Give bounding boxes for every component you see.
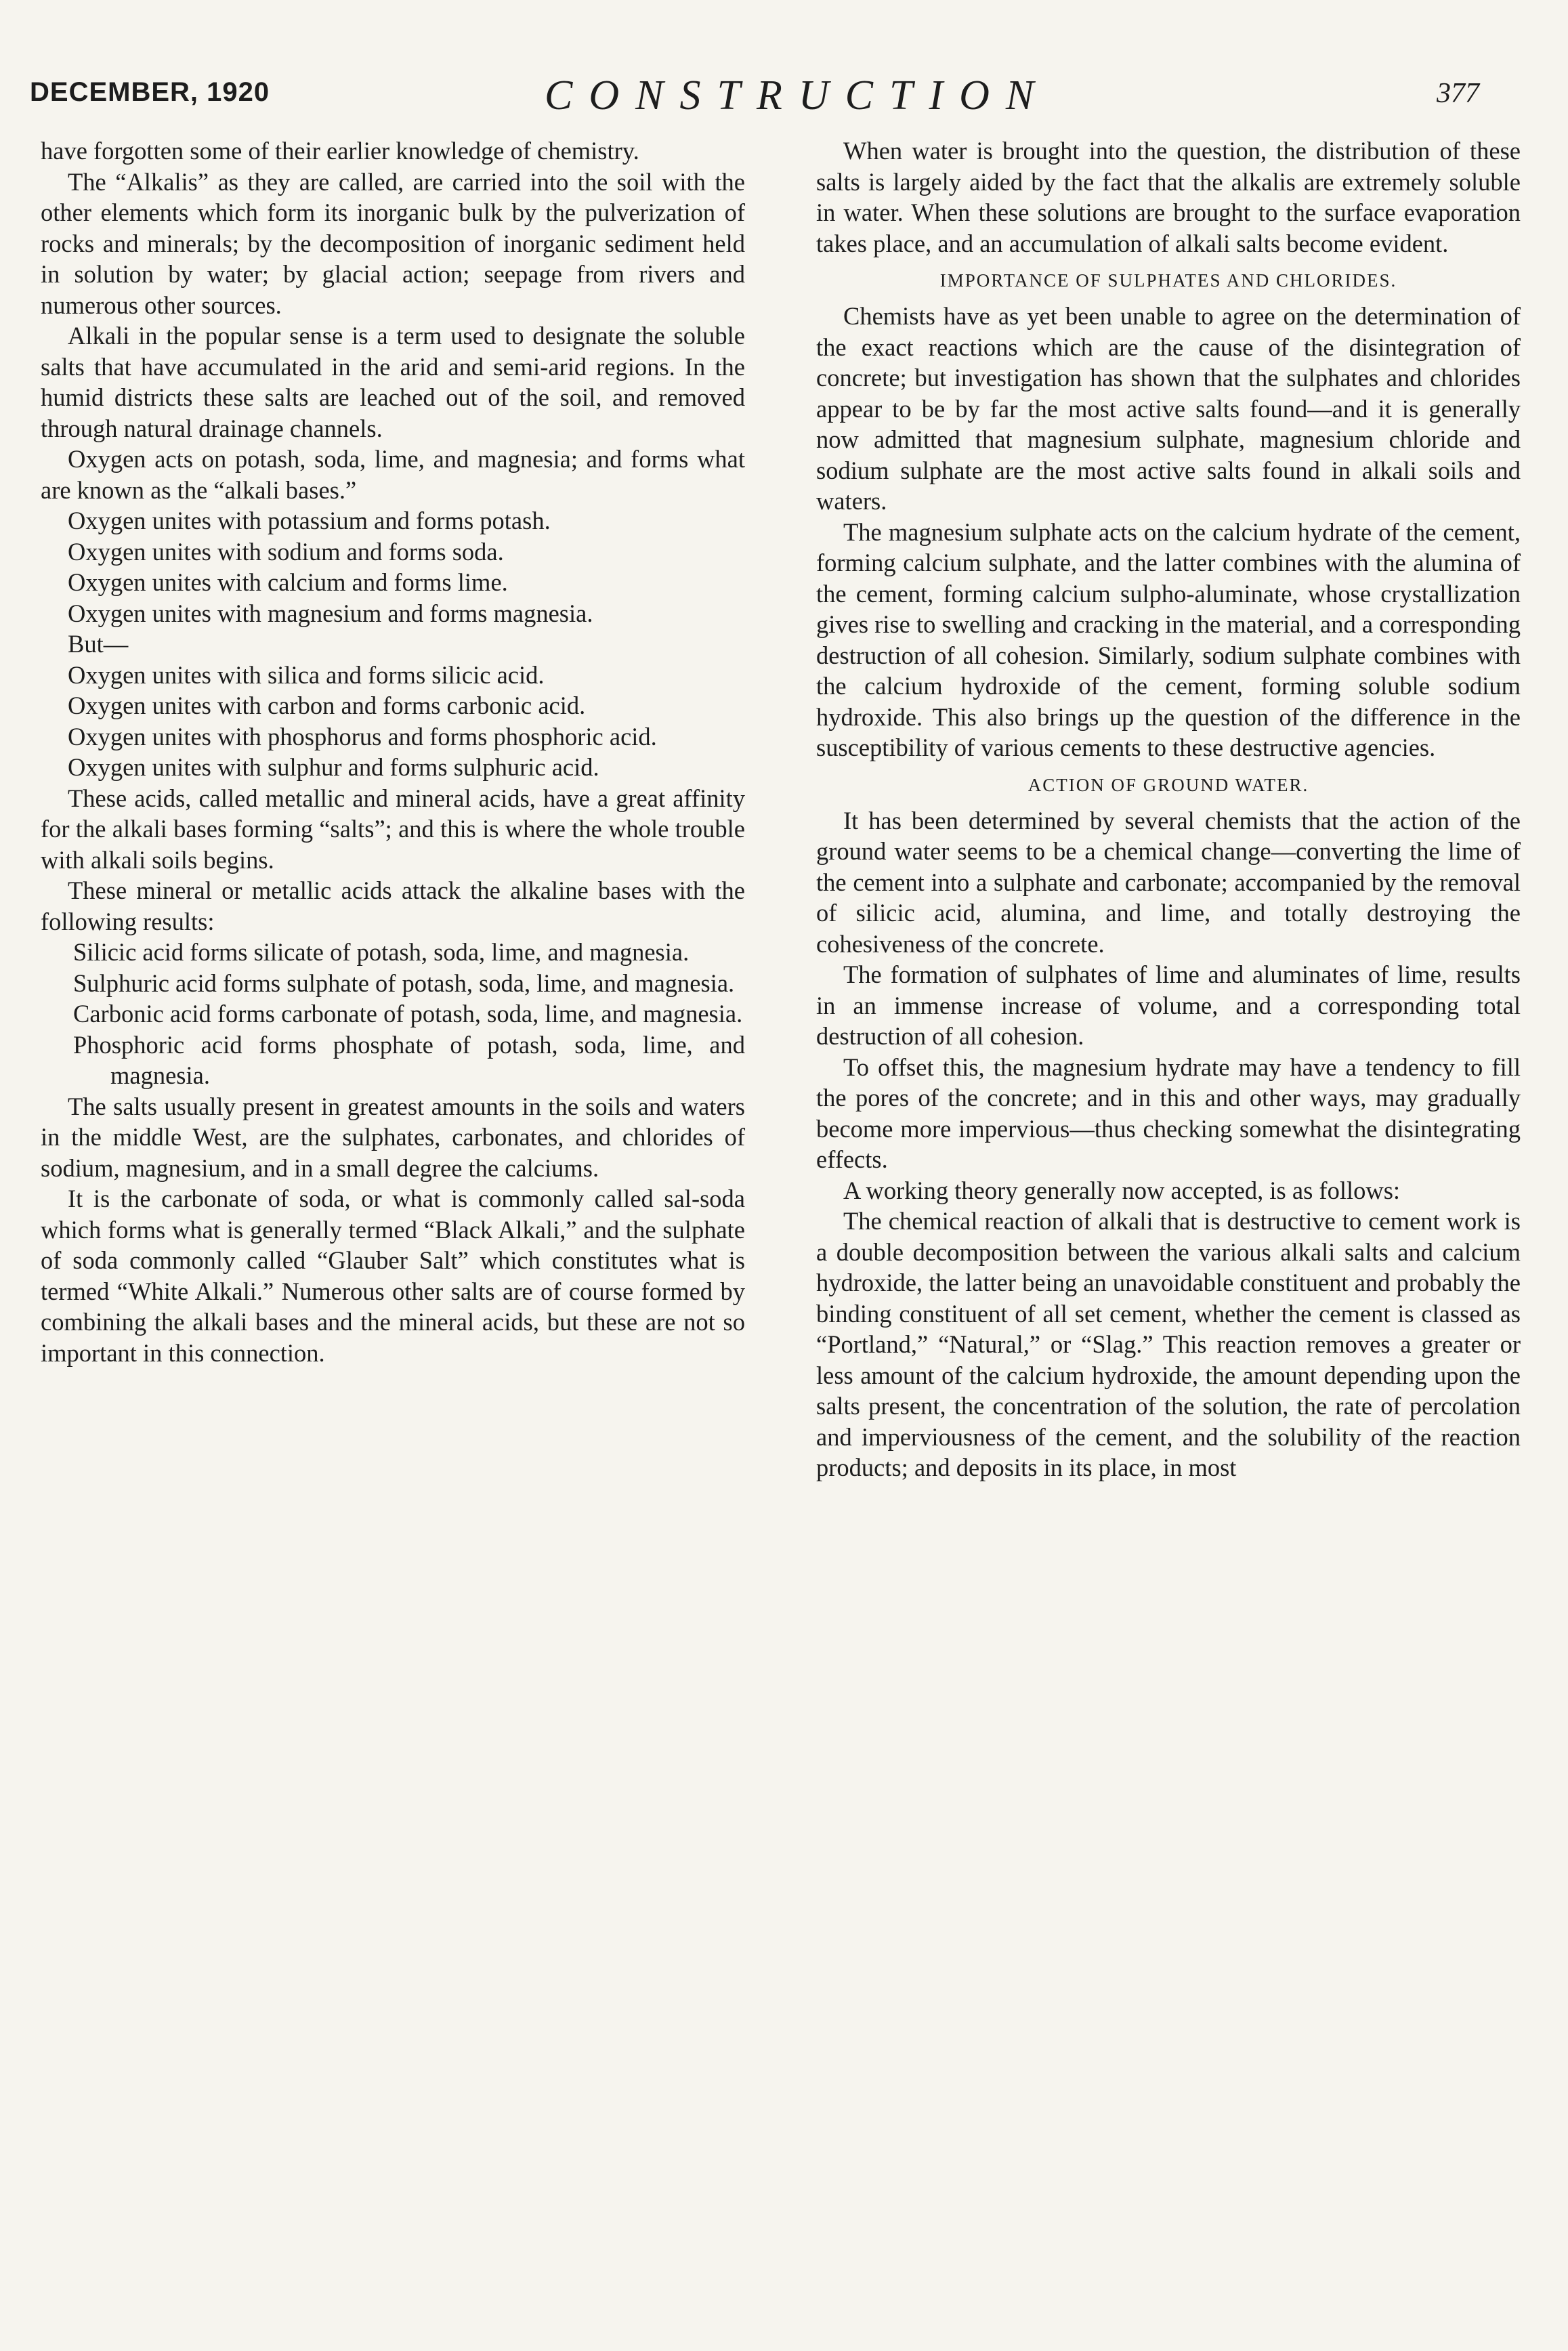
paragraph: Oxygen unites with potassium and forms potash. bbox=[68, 507, 551, 534]
paragraph: Chemists have as yet been unable to agree on the determination of the exact reactions which are the cause of the disintegration of concrete; but investigation has shown that the sulphates and chlorides appear to be by far the most active salts found—and it is generally now admitted that magnesium sulphate, magnesium chloride and sodium sulphate are the most active salts found in alkali soils and waters. bbox=[816, 302, 1521, 515]
paragraph: To offset this, the magnesium hydrate may have a tendency to fill the pores of the concrete; and in this and other ways, may gradually become more impervious—thus checking somewhat the disintegrating effects. bbox=[816, 1053, 1521, 1173]
paragraph: Oxygen unites with magnesium and forms magnesia. bbox=[68, 599, 593, 627]
list-item: Carbonic acid forms carbonate of potash, soda, lime, and magnesia. bbox=[73, 1000, 743, 1028]
paragraph: Alkali in the popular sense is a term used to designate the soluble salts that have accumulated in the arid and semi-arid regions. In the humid districts these salts are leached out of the soil, and removed through natural drainage channels. bbox=[41, 322, 745, 442]
paragraph: It has been determined by several chemists that the action of the ground water seems to be a chemical change—converting the lime of the cement into a sulphate and carbonate; accompanied by the removal of silicic acid, alumina, and lime, and totally destroying the cohesiveness of the concrete. bbox=[816, 806, 1521, 958]
paragraph: It is the carbonate of soda, or what is commonly called sal-soda which forms what is generally termed “Black Alkali,” and the sulphate of soda commonly called “Glauber Salt” which constitutes what is termed “White Alkali.” Numerous other salts are of course formed by combining the alkali bases and the mineral acids, but these are not so important in this connection. bbox=[41, 1185, 745, 1367]
page-number: 377 bbox=[1437, 78, 1479, 109]
paragraph: The magnesium sulphate acts on the calcium hydrate of the cement, forming calcium sulphate, and the latter combines with the alumina of the cement, forming calcium sulpho-aluminate, whose crystallization gives rise to swelling and cracking in the material, and a corresponding destruction of all cohesion. Similarly, sodium sulphate combines with the calcium hydroxide of the cement, forming soluble sodium hydroxide. This also brings up the question of the difference in the susceptibility of various cements to these destructive agencies. bbox=[816, 517, 1521, 761]
paragraph: When water is brought into the question, the distribution of these salts is largely aided by the fact that the alkalis are extremely soluble in water. When these solutions are brought to the surface evaporation takes place, and an accumulation of alkali salts become evident. bbox=[816, 137, 1521, 257]
paragraph: have forgotten some of their earlier knowledge of chemistry. bbox=[41, 137, 639, 165]
paragraph: These mineral or metallic acids attack the alkaline bases with the following results: bbox=[41, 876, 745, 935]
issue-date: DECEMBER, 1920 bbox=[30, 77, 270, 107]
section-heading: IMPORTANCE OF SULPHATES AND CHLORIDES. bbox=[939, 270, 1397, 291]
paragraph: The salts usually present in greatest amounts in the soils and waters in the middle West, are the sulphates, carbonates, and chlorides of sodium, magnesium, and in a small degree the calciums. bbox=[41, 1092, 745, 1182]
paragraph: Oxygen unites with sodium and forms soda. bbox=[68, 537, 504, 566]
paragraph: The “Alkalis” as they are called, are carried into the soil with the other elements which form its inorganic bulk by the pulverization of rocks and minerals; by the decomposition of inorganic sediment held in solution by water; by glacial action; seepage from rivers and numerous other sources. bbox=[41, 167, 745, 319]
right-column bbox=[816, 135, 1521, 1483]
journal-title: CONSTRUCTION bbox=[545, 72, 1051, 119]
section-heading: ACTION OF GROUND WATER. bbox=[1027, 774, 1309, 795]
list-item: Sulphuric acid forms sulphate of potash, soda, lime, and magnesia. bbox=[73, 969, 735, 997]
paragraph: Oxygen unites with silica and forms silicic acid. bbox=[68, 660, 545, 689]
page-header bbox=[30, 72, 1479, 126]
list-item: Silicic acid forms silicate of potash, soda, lime, and magnesia. bbox=[73, 938, 690, 966]
paragraph: A working theory generally now accepted, is as follows: bbox=[843, 1176, 1401, 1204]
paragraph: These acids, called metallic and mineral acids, have a great affinity for the alkali bases forming “salts”; and this is where the whole trouble with alkali soils begins. bbox=[41, 784, 745, 874]
paragraph: Oxygen unites with carbon and forms carbonic acid. bbox=[68, 692, 586, 719]
paragraph: Oxygen unites with sulphur and forms sulphuric acid. bbox=[68, 753, 599, 781]
left-column bbox=[41, 135, 745, 1368]
paragraph: Oxygen unites with phosphorus and forms phosphoric acid. bbox=[68, 722, 657, 750]
paragraph: The formation of sulphates of lime and aluminates of lime, results in an immense increase of volume, and a corresponding total destruction of all cohesion. bbox=[816, 960, 1521, 1050]
paragraph: The chemical reaction of alkali that is destructive to cement work is a double decomposition between the various alkali salts and calcium hydroxide, the latter being an unavoidable constituent and probably the binding constituent of all set cement, whether the cement is classed as “Portland,” “Natural,” or “Slag.” This reaction removes a greater or less amount of the calcium hydroxide, the amount depending upon the salts present, the concentration of the solution, the rate of percolation and imperviousness of the cement, and the solubility of the reaction products; and deposits in its place, in most bbox=[816, 1207, 1521, 1481]
paragraph: Oxygen unites with calcium and forms lime. bbox=[68, 568, 508, 596]
list-item: Phosphoric acid forms phosphate of potash, soda, lime, and magnesia. bbox=[73, 1030, 745, 1089]
paragraph: Oxygen acts on potash, soda, lime, and magnesia; and forms what are known as the “alkali bases.” bbox=[41, 445, 745, 504]
paragraph: But— bbox=[68, 630, 129, 658]
